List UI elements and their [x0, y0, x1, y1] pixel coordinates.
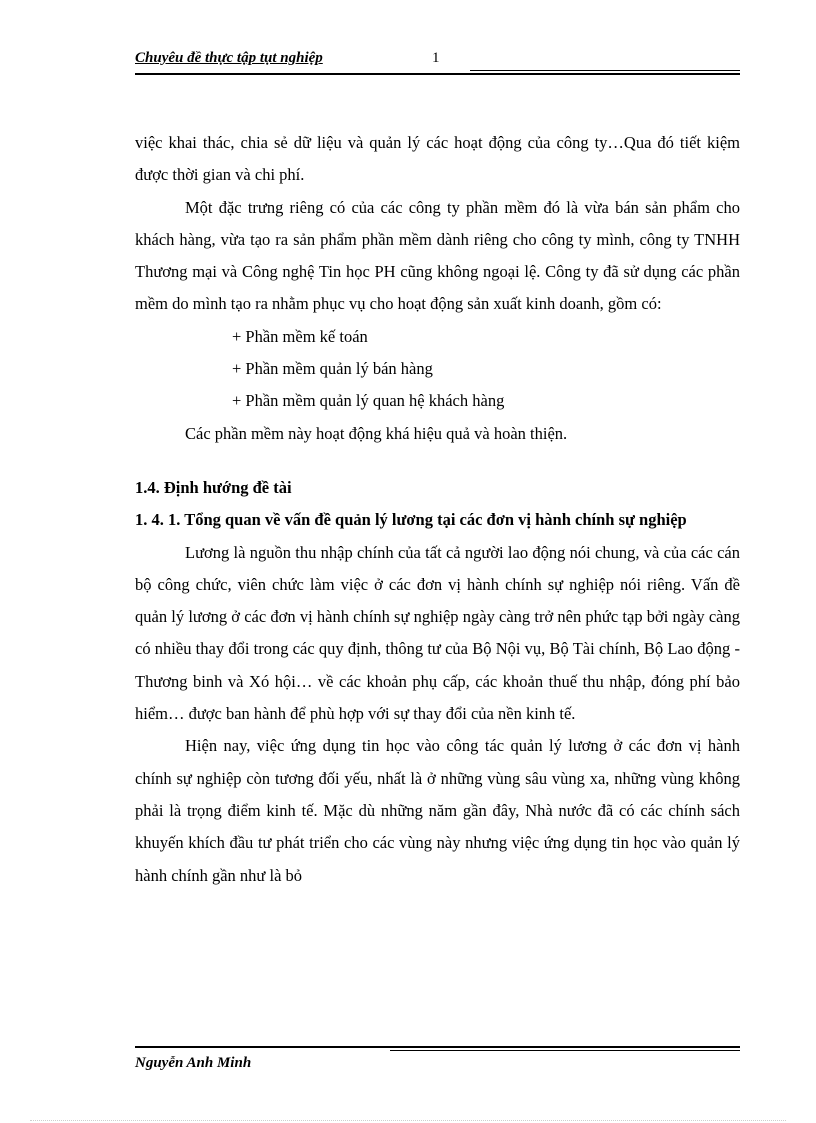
paragraph: việc khai thác, chia sẻ dữ liệu và quản lý các hoạt động của công ty…Qua đó tiết kiệm được thời gian và chi phí. [135, 133, 740, 185]
page-edge-dotted-line [30, 1120, 786, 1121]
list-item: + Phần mềm quản lý bán hàng [232, 359, 433, 379]
header-rule-top [470, 70, 740, 71]
header-rule-bottom [135, 73, 740, 75]
paragraph: Các phần mềm này hoạt động khá hiệu quả và hoàn thiện. [185, 423, 568, 443]
subsection-heading: 1. 4. 1. Tổng quan về vấn đề quản lý lương tại các đơn vị hành chính sự nghiệp [135, 510, 687, 530]
page-number: 1 [432, 50, 440, 66]
paragraph: Lương là nguồn thu nhập chính của tất cả người lao động nói chung, và của các cán bộ công chức, viên chức làm việc ở các đơn vị hành chính sự nghiệp nói riêng. Vấn đề quản lý lương ở các đơn vị hành chính sự nghiệp ngày càng trở nên phức tạp bởi ngày càng có nhiều thay đổi trong các quy định, thông tư của Bộ Nội vụ, Bộ Tài chính, Bộ Lao động - Thương binh và Xó hội… về các khoản phụ cấp, các khoản thuế thu nhập, đóng phí bảo hiểm… được ban hành để phù hợp với sự thay đổi của nền kinh tế. [135, 542, 740, 724]
header-title: Chuyêu đề thực tập tụt nghiệp [135, 50, 323, 66]
list-item: + Phần mềm kế toán [232, 326, 368, 346]
footer-rule-top [135, 1046, 740, 1048]
footer-rule-bottom [390, 1050, 740, 1051]
paragraph: Một đặc trưng riêng có của các công ty phần mềm đó là vừa bán sản phẩm cho khách hàng, vừa tạo ra sản phẩm phần mềm dành riêng cho công ty mình, công ty TNHH Thương mại và Công nghệ Tin học PH cũng không ngoại lệ. Công ty đã sử dụng các phần mềm do mình tạo ra nhằm phục vụ cho hoạt động sản xuất kinh doanh, gồm có: [135, 197, 740, 314]
footer-author: Nguyễn Anh Minh [135, 1055, 252, 1071]
list-item: + Phần mềm quản lý quan hệ khách hàng [232, 391, 505, 411]
document-body [135, 127, 740, 892]
page-header [135, 48, 740, 76]
section-heading: 1.4. Định hướng đề tài [135, 477, 292, 497]
paragraph: Hiện nay, việc ứng dụng tin học vào công tác quản lý lương ở các đơn vị hành chính sự nghiệp còn tương đối yếu, nhất là ở những vùng sâu vùng xa, những vùng không phải là trọng điểm kinh tế. Mặc dù những năm gần đây, Nhà nước đã có các chính sách khuyến khích đầu tư phát triển cho các vùng này nhưng việc ứng dụng tin học vào quản lý hành chính gần như là bỏ [135, 736, 740, 885]
